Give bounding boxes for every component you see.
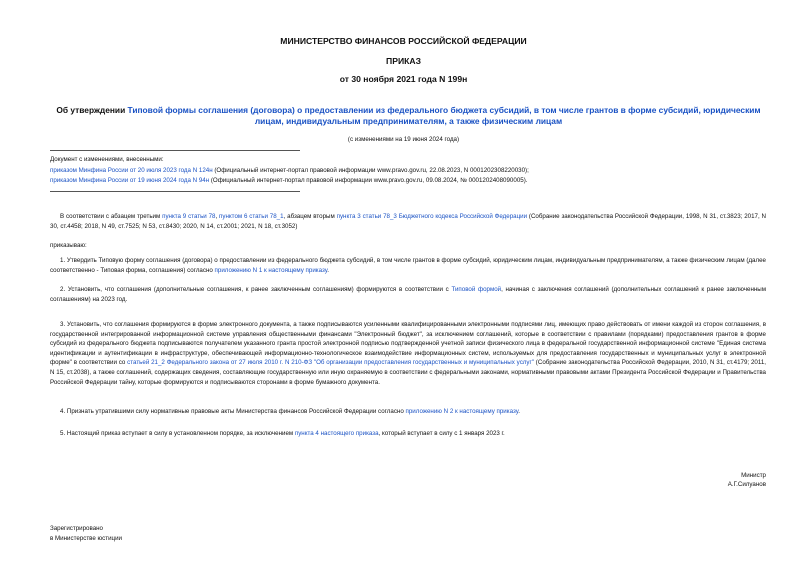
paragraph-5 [50, 429, 766, 439]
document-title [50, 105, 767, 127]
preamble-text: , [215, 213, 220, 220]
paragraph-text: 2. Установить, что соглашения (дополнительные соглашения, к ранее заключенным соглашениям) формируются в соответствии с [60, 286, 452, 293]
amendment-link[interactable]: приказом Минфина России от 20 июля 2023 года N 124н [50, 167, 213, 174]
amendment-item [50, 176, 527, 185]
signatory-name: А.Г.Силуанов [727, 481, 766, 488]
paragraph-3 [50, 320, 766, 387]
paragraph-1 [50, 256, 766, 275]
paragraph-4 [50, 407, 766, 417]
preamble-paragraph [50, 212, 766, 231]
amendment-source: (Официальный интернет-портал правовой информации www.pravo.gov.ru, 22.08.2023, N 0001202308220030); [212, 167, 529, 174]
paragraph-text: , начиная с заключения соглашений (дополнительных соглашений к ранее заключенным соглашениям) на 2023 год. [50, 286, 766, 303]
paragraph-2 [50, 285, 766, 304]
order-date: от 30 ноября 2021 года N 199н [339, 74, 468, 84]
preamble-text: В соответствии с абзацем третьим [60, 213, 163, 220]
order-label: ПРИКАЗ [386, 56, 421, 66]
typical-form-link[interactable]: Типовой формой [451, 286, 502, 293]
title-prefix: Об утверждении [56, 105, 128, 115]
changes-note: (с изменениями на 19 июня 2024 года) [347, 136, 460, 143]
law-link[interactable]: пункта 9 статьи 78 [162, 213, 216, 220]
law-link[interactable]: пунктом 6 статьи 78_1 [219, 213, 284, 220]
federal-law-link[interactable]: статьей 21_2 Федерального закона от 27 июля 2010 г. N 210-ФЗ "Об организации предоставления государственных и муниципальных услуг" [127, 359, 534, 367]
amendment-source: (Официальный интернет-портал правовой информации www.pravo.gov.ru, 09.08.2024, № 0001202408090005). [209, 177, 528, 184]
item-4-link[interactable]: пункта 4 настоящего приказа [294, 430, 379, 437]
paragraph-text: 1. Утвердить Типовую форму соглашения (договора) о предоставлении из федерального бюджета субсидий, в том числе грантов в форме субсидий, юридическим лицам, индивидуальным предпринимателям, а также физическим лицам (далее соответственно - Типовая форма, соглашения) согласно [50, 257, 766, 274]
amendment-link[interactable]: приказом Минфина России от 19 июня 2024 года N 94н [50, 177, 210, 184]
amendment-item [50, 166, 529, 175]
paragraph-text: 4. Признать утратившими силу нормативные правовые акты Министерства финансов Российской Федерации согласно [60, 408, 406, 415]
paragraph-text: (Собрание законодательства Российской Федерации, 2010, N 31, ст.4179; 2011, N 15, ст.2038), а также соглашений, содержащих сведения, составляющие государственную или иную охраняемую в соответствии с федеральными законами, нормативными правовыми актами Президента Российской Федерации и Правительства Российской Федерации тайну, которые формируются и подписываются сторонами в форме бумажного документа. [50, 359, 766, 386]
preamble-text: , абзацем вторым [283, 213, 337, 220]
paragraph-text: . [518, 408, 520, 415]
appendix-1-link[interactable]: приложению N 1 к настоящему приказу [214, 266, 328, 274]
title-link[interactable]: Типовой формы соглашения (договора) о предоставлении из федерального бюджета субсидий, в том числе грантов в форме субсидий, юридическим лицам, индивидуальным предпринимателям, а также физическим лицам [127, 105, 761, 126]
orders-line: приказываю: [50, 242, 87, 249]
registration-line-2: в Министерстве юстиции [50, 535, 123, 542]
law-link[interactable]: пункта 3 статьи 78_3 Бюджетного кодекса Российской Федерации [336, 213, 528, 220]
appendix-2-link[interactable]: приложению N 2 к настоящему приказу [405, 408, 519, 415]
paragraph-text: 3. Установить, что соглашения формируются в форме электронного документа, а также подписываются усиленными квалифицированными электронными подписями лиц, имеющих право действовать от имени каждой из сторон соглашения, в государственной интегрированной информационной системе управления общественными финансами "Электронный бюджет", за исключением соглашений, которые в соответствии с правилами (порядками) предоставления грантов в форме субсидий из федерального бюджета подписываются получателем указанного гранта простой электронной подписью подтвержденной учетной записи физического лица в федеральной государственной информационной системе "Единая система идентификации и аутентификации в инфраструктуре, обеспечивающей информационно-технологическое взаимодействие информационных систем, используемых для предоставления государственных и муниципальных услуг в электронной форме" в соответствии со [50, 321, 766, 367]
divider-bottom [50, 191, 300, 192]
paragraph-text: , который вступает в силу с 1 января 2023 г. [378, 430, 505, 437]
divider-top [50, 150, 300, 151]
ministry-heading: МИНИСТЕРСТВО ФИНАНСОВ РОССИЙСКОЙ ФЕДЕРАЦИИ [280, 36, 527, 46]
signatory-title: Министр [741, 472, 766, 479]
paragraph-text: 5. Настоящий приказ вступает в силу в установленном порядке, за исключением [60, 430, 295, 437]
preamble-text: (Собрание законодательства Российской Федерации, 1998, N 31, ст.3823; 2017, N 30, ст.4458; 2018, N 49, ст.7525; N 53, ст.8430; 2020, N 14, ст.2001; 2021, N 18, ст.3052) [50, 213, 766, 230]
amendments-label: Документ с изменениями, внесенными: [50, 156, 164, 163]
paragraph-text: . [327, 266, 329, 274]
registration-line-1: Зарегистрировано [50, 525, 103, 532]
